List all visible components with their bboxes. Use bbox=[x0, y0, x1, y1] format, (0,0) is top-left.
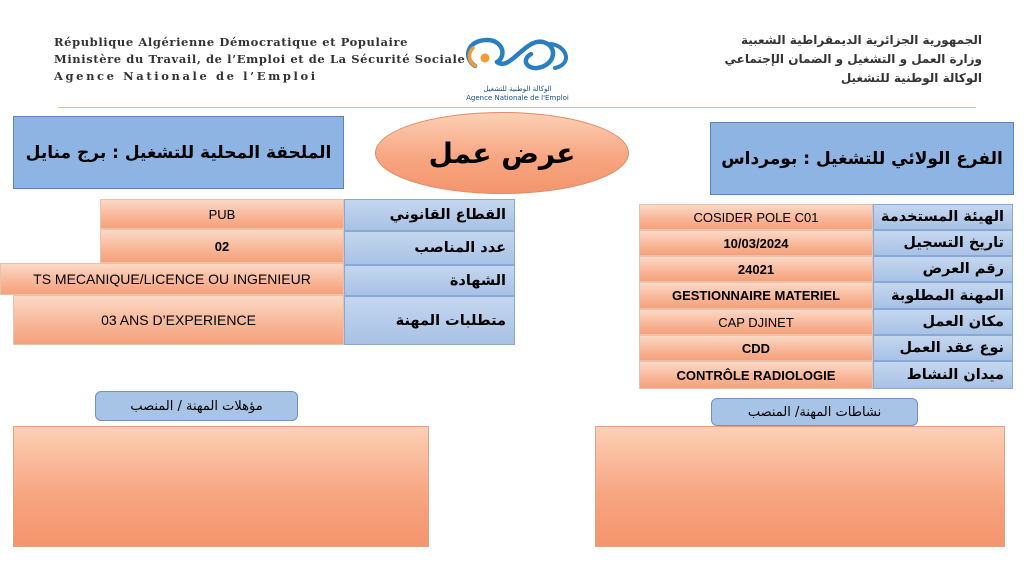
logo-caption-ar: الوكالة الوطنية للتشغيل bbox=[483, 85, 552, 93]
offer-number-label: رقم العرض bbox=[873, 256, 1013, 282]
work-place-value: CAP DJINET bbox=[639, 309, 873, 335]
header-ar-line-2: وزارة العمل و التشغيل و الضمان الإجتماعي bbox=[724, 52, 982, 66]
local-agency-box bbox=[13, 116, 344, 189]
activity-field-label: ميدان النشاط bbox=[873, 361, 1013, 389]
header-ar-line-3: الوكالة الوطنية للتشغيل bbox=[840, 71, 982, 85]
registration-date-value: 10/03/2024 bbox=[639, 230, 873, 256]
contract-type-value: CDD bbox=[639, 335, 873, 361]
qualifications-box bbox=[13, 426, 429, 547]
employer-label: الهيئة المستخدمة bbox=[873, 204, 1013, 230]
employer-value: COSIDER POLE C01 bbox=[639, 204, 873, 230]
offer-title-text: عرض عمل bbox=[428, 136, 576, 170]
header-fr-line-3: Agence Nationale de l’Emploi bbox=[54, 69, 318, 83]
activities-box bbox=[595, 426, 1005, 547]
positions-count-value: 02 bbox=[100, 229, 344, 263]
profession-label: المهنة المطلوبة bbox=[873, 282, 1013, 309]
activities-label bbox=[711, 398, 918, 426]
header-fr-line-1: République Algérienne Démocratique et Populaire bbox=[54, 35, 409, 49]
activities-label-text: نشاطات المهنة/ المنصب bbox=[747, 404, 882, 420]
header-divider bbox=[58, 107, 976, 108]
header-ar-line-1: الجمهورية الجزائرية الديمقراطية الشعبية bbox=[740, 33, 982, 47]
positions-count-label: عدد المناصب bbox=[344, 231, 515, 265]
header-fr-line-2: Ministère du Travail, de l’Emploi et de La Sécurité Sociale bbox=[54, 52, 466, 66]
qualifications-label bbox=[95, 391, 298, 421]
offer-number-value: 24021 bbox=[639, 256, 873, 282]
branch-box bbox=[710, 122, 1014, 195]
local-agency-text: الملحقة المحلية للتشغيل : برج منايل bbox=[25, 142, 332, 163]
branch-text: الفرع الولائي للتشغيل : بومرداس bbox=[721, 148, 1003, 169]
logo-caption-fr: Agence Nationale de l'Emploi bbox=[466, 94, 569, 102]
activity-field-value: CONTRÔLE RADIOLOGIE bbox=[639, 361, 873, 389]
anem-logo-icon bbox=[455, 28, 580, 88]
offer-title-ellipse bbox=[375, 112, 629, 194]
contract-type-label: نوع عقد العمل bbox=[873, 335, 1013, 361]
anem-logo bbox=[455, 28, 580, 88]
requirements-label: متطلبات المهنة bbox=[344, 296, 515, 345]
qualifications-label-text: مؤهلات المهنة / المنصب bbox=[130, 398, 263, 414]
requirements-value: 03 ANS D’EXPERIENCE bbox=[13, 295, 344, 345]
diploma-label: الشهادة bbox=[344, 265, 515, 296]
work-place-label: مكان العمل bbox=[873, 309, 1013, 335]
legal-sector-value: PUB bbox=[100, 199, 344, 229]
profession-value: GESTIONNAIRE MATERIEL bbox=[639, 282, 873, 309]
diploma-value: TS MECANIQUE/LICENCE OU INGENIEUR bbox=[0, 263, 344, 295]
registration-date-label: تاريخ التسجيل bbox=[873, 230, 1013, 256]
legal-sector-label: القطاع القانوني bbox=[344, 199, 515, 231]
